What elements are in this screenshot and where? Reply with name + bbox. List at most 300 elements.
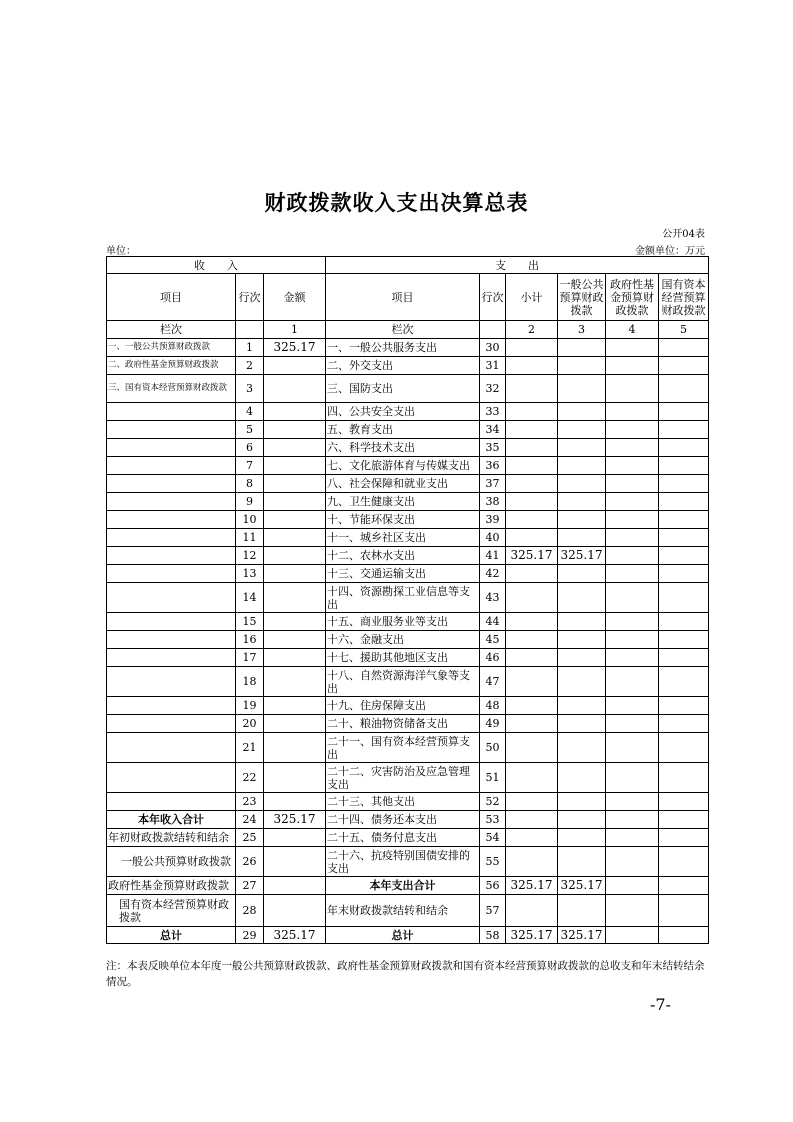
state-capital-cell: [659, 895, 709, 927]
subtotal-cell: [506, 565, 558, 583]
income-item-cell: 三、国有资本经营预算财政拨款: [107, 375, 236, 403]
income-line-cell: 7: [236, 457, 264, 475]
income-line-cell: 2: [236, 357, 264, 375]
expense-line-cell: 53: [480, 811, 506, 829]
table-row: [107, 877, 709, 895]
income-amount-cell: 325.17: [264, 339, 326, 357]
table-row: [107, 763, 709, 793]
footnote: 注：本表反映单位本年度一般公共预算财政拨款、政府性基金预算财政拨款和国有资本经营预算财政拨款的总收支和年末结转结余情况。: [106, 960, 705, 988]
income-line-cell: 16: [236, 631, 264, 649]
expense-item-cell: 二十一、国有资本经营预算支出: [326, 733, 480, 763]
income-item-cell: [107, 613, 236, 631]
expense-line-cell: 51: [480, 763, 506, 793]
income-line-cell: 21: [236, 733, 264, 763]
subtotal-cell: [506, 811, 558, 829]
gov-fund-cell: [606, 475, 659, 493]
subtotal-cell: [506, 421, 558, 439]
income-item-cell: [107, 493, 236, 511]
table-row: [107, 715, 709, 733]
state-capital-header: 国有资本经营预算财政拨款: [659, 274, 709, 321]
table-row: [107, 475, 709, 493]
general-budget-cell: [558, 475, 606, 493]
subtotal-cell: [506, 667, 558, 697]
expense-line-header: 行次: [480, 274, 506, 321]
income-line-cell: 26: [236, 847, 264, 877]
gov-fund-cell: [606, 697, 659, 715]
income-amount-cell: 325.17: [264, 811, 326, 829]
general-budget-cell: [558, 697, 606, 715]
income-item-cell: [107, 547, 236, 565]
income-amount-cell: [264, 375, 326, 403]
income-amount-cell: [264, 565, 326, 583]
income-amount-cell: [264, 421, 326, 439]
state-capital-cell: [659, 457, 709, 475]
expense-item-cell: 二十、粮油物资储备支出: [326, 715, 480, 733]
state-capital-cell: [659, 829, 709, 847]
state-capital-cell: [659, 613, 709, 631]
table-row: [107, 547, 709, 565]
general-budget-cell: [558, 339, 606, 357]
income-header: 收 入: [107, 257, 326, 274]
table-row: [107, 667, 709, 697]
subtotal-cell: [506, 529, 558, 547]
gov-fund-cell: [606, 613, 659, 631]
gov-fund-cell: [606, 847, 659, 877]
general-budget-cell: [558, 493, 606, 511]
income-line-cell: 1: [236, 339, 264, 357]
subtotal-cell: [506, 715, 558, 733]
subtotal-cell: [506, 339, 558, 357]
expense-item-cell: 年末财政拨款结转和结余: [326, 895, 480, 927]
state-capital-cell: [659, 439, 709, 457]
gov-fund-cell: [606, 511, 659, 529]
subtotal-cell: 325.17: [506, 927, 558, 944]
general-budget-cell: [558, 357, 606, 375]
subtotal-cell: [506, 829, 558, 847]
table-row: [107, 733, 709, 763]
income-amount-cell: [264, 511, 326, 529]
col-2-label: 2: [506, 321, 558, 339]
expense-item-cell: 六、科学技术支出: [326, 439, 480, 457]
income-amount-cell: [264, 613, 326, 631]
gov-fund-cell: [606, 339, 659, 357]
subtotal-cell: [506, 439, 558, 457]
state-capital-cell: [659, 733, 709, 763]
general-budget-cell: [558, 457, 606, 475]
gov-fund-cell: [606, 547, 659, 565]
expense-item-cell: 本年支出合计: [326, 877, 480, 895]
income-line-cell: 15: [236, 613, 264, 631]
income-amount-cell: [264, 649, 326, 667]
general-budget-cell: [558, 583, 606, 613]
income-line-cell: 24: [236, 811, 264, 829]
expense-item-cell: 二十四、债务还本支出: [326, 811, 480, 829]
page-number: -7-: [650, 995, 671, 1014]
state-capital-cell: [659, 339, 709, 357]
general-budget-cell: 325.17: [558, 927, 606, 944]
expense-line-cell: 36: [480, 457, 506, 475]
state-capital-cell: [659, 697, 709, 715]
income-item-cell: [107, 403, 236, 421]
subtotal-cell: [506, 895, 558, 927]
subtotal-cell: [506, 357, 558, 375]
general-budget-cell: [558, 847, 606, 877]
income-amount-cell: [264, 631, 326, 649]
state-capital-cell: [659, 631, 709, 649]
expense-line-cell: 35: [480, 439, 506, 457]
gov-fund-header: 政府性基金预算财政拨款: [606, 274, 659, 321]
state-capital-cell: [659, 927, 709, 944]
income-item-cell: [107, 763, 236, 793]
table-row: [107, 649, 709, 667]
subtotal-cell: [506, 613, 558, 631]
income-item-cell: [107, 697, 236, 715]
table-row: [107, 457, 709, 475]
expense-item-cell: 二十六、抗疫特别国债安排的支出: [326, 847, 480, 877]
income-item-cell: 二、政府性基金预算财政拨款: [107, 357, 236, 375]
subtotal-cell: 325.17: [506, 547, 558, 565]
expense-item-cell: 二十三、其他支出: [326, 793, 480, 811]
state-capital-cell: [659, 375, 709, 403]
gov-fund-cell: [606, 357, 659, 375]
income-item-cell: 年初财政拨款结转和结余: [107, 829, 236, 847]
income-item-cell: [107, 733, 236, 763]
expense-item-cell: 总计: [326, 927, 480, 944]
gov-fund-cell: [606, 583, 659, 613]
table-row: [107, 511, 709, 529]
expense-line-cell: 30: [480, 339, 506, 357]
income-amount-cell: [264, 715, 326, 733]
income-item-cell: [107, 649, 236, 667]
state-capital-cell: [659, 475, 709, 493]
expense-line-cell: 42: [480, 565, 506, 583]
income-line-cell: 23: [236, 793, 264, 811]
table-row: [107, 421, 709, 439]
general-budget-cell: [558, 895, 606, 927]
income-amount-cell: [264, 457, 326, 475]
income-line-cell: 28: [236, 895, 264, 927]
subtotal-header: 小计: [506, 274, 558, 321]
subtotal-cell: [506, 733, 558, 763]
gov-fund-cell: [606, 375, 659, 403]
gov-fund-cell: [606, 667, 659, 697]
general-budget-cell: [558, 715, 606, 733]
gov-fund-cell: [606, 439, 659, 457]
income-item-cell: [107, 583, 236, 613]
expense-item-cell: 九、卫生健康支出: [326, 493, 480, 511]
subtotal-cell: [506, 583, 558, 613]
expense-item-cell: 十七、援助其他地区支出: [326, 649, 480, 667]
income-line-cell: 17: [236, 649, 264, 667]
expense-item-header: 项目: [326, 274, 480, 321]
expense-line-cell: 58: [480, 927, 506, 944]
table-row: [107, 357, 709, 375]
gov-fund-cell: [606, 877, 659, 895]
subtotal-cell: [506, 511, 558, 529]
income-line-cell: 9: [236, 493, 264, 511]
subtotal-cell: [506, 493, 558, 511]
subtotal-cell: [506, 697, 558, 715]
income-item-cell: [107, 475, 236, 493]
table-row: [107, 565, 709, 583]
income-amount-cell: [264, 895, 326, 927]
income-line-cell: 18: [236, 667, 264, 697]
subtotal-cell: [506, 475, 558, 493]
expense-item-cell: 二十二、灾害防治及应急管理支出: [326, 763, 480, 793]
expense-line-cell: 40: [480, 529, 506, 547]
state-capital-cell: [659, 529, 709, 547]
expense-column-label: 栏次: [326, 321, 480, 339]
state-capital-cell: [659, 811, 709, 829]
general-budget-cell: [558, 631, 606, 649]
general-budget-cell: 325.17: [558, 547, 606, 565]
table-row: [107, 927, 709, 944]
income-item-cell: [107, 793, 236, 811]
table-row: [107, 811, 709, 829]
income-line-cell: 27: [236, 877, 264, 895]
general-budget-cell: [558, 733, 606, 763]
state-capital-cell: [659, 847, 709, 877]
expense-item-cell: 十九、住房保障支出: [326, 697, 480, 715]
general-budget-cell: [558, 793, 606, 811]
income-line-cell: 6: [236, 439, 264, 457]
amount-unit-label: 金额单位：万元: [635, 246, 705, 257]
state-capital-cell: [659, 583, 709, 613]
expense-line-cell: 49: [480, 715, 506, 733]
income-amount-cell: [264, 733, 326, 763]
subtotal-cell: [506, 403, 558, 421]
gov-fund-cell: [606, 529, 659, 547]
expense-line-cell: 31: [480, 357, 506, 375]
general-budget-cell: [558, 829, 606, 847]
income-item-cell: [107, 631, 236, 649]
expense-item-cell: 十八、自然资源海洋气象等支出: [326, 667, 480, 697]
col-4-label: 4: [606, 321, 659, 339]
income-item-cell: [107, 457, 236, 475]
general-budget-cell: [558, 403, 606, 421]
gov-fund-cell: [606, 715, 659, 733]
income-amount-cell: [264, 763, 326, 793]
table-row: [107, 847, 709, 877]
income-line-cell: 3: [236, 375, 264, 403]
expense-line-cell: 56: [480, 877, 506, 895]
gov-fund-cell: [606, 763, 659, 793]
table-row: [107, 631, 709, 649]
expense-line-cell: 32: [480, 375, 506, 403]
income-item-cell: 总计: [107, 927, 236, 944]
income-item-cell: 政府性基金预算财政拨款: [107, 877, 236, 895]
table-row: [107, 403, 709, 421]
expense-item-cell: 十六、金融支出: [326, 631, 480, 649]
unit-label: 单位：: [106, 246, 136, 257]
general-budget-cell: 325.17: [558, 877, 606, 895]
income-column-label: 栏次: [107, 321, 236, 339]
expense-line-cell: 48: [480, 697, 506, 715]
state-capital-cell: [659, 793, 709, 811]
state-capital-cell: [659, 493, 709, 511]
table-row: [107, 697, 709, 715]
expense-line-cell: 57: [480, 895, 506, 927]
gov-fund-cell: [606, 457, 659, 475]
income-amount-cell: [264, 697, 326, 715]
expense-item-cell: 十三、交通运输支出: [326, 565, 480, 583]
expense-line-cell: 38: [480, 493, 506, 511]
expense-line-cell: 44: [480, 613, 506, 631]
state-capital-cell: [659, 547, 709, 565]
expense-item-cell: 四、公共安全支出: [326, 403, 480, 421]
state-capital-cell: [659, 511, 709, 529]
expense-line-cell: 45: [480, 631, 506, 649]
income-amount-cell: [264, 403, 326, 421]
general-budget-cell: [558, 439, 606, 457]
income-line-cell: 20: [236, 715, 264, 733]
gov-fund-cell: [606, 895, 659, 927]
subtotal-cell: [506, 649, 558, 667]
income-item-cell: [107, 511, 236, 529]
gov-fund-cell: [606, 829, 659, 847]
income-item-cell: 国有资本经营预算财政拨款: [107, 895, 236, 927]
income-amount-cell: [264, 847, 326, 877]
expense-item-cell: 十四、资源勘探工业信息等支出: [326, 583, 480, 613]
table-row: [107, 493, 709, 511]
expense-item-cell: 二、外交支出: [326, 357, 480, 375]
general-budget-cell: [558, 375, 606, 403]
income-item-cell: [107, 439, 236, 457]
income-line-cell: 10: [236, 511, 264, 529]
gov-fund-cell: [606, 493, 659, 511]
general-budget-cell: [558, 565, 606, 583]
expense-line-cell: 37: [480, 475, 506, 493]
income-amount-cell: [264, 829, 326, 847]
state-capital-cell: [659, 715, 709, 733]
gov-fund-cell: [606, 793, 659, 811]
expense-item-cell: 三、国防支出: [326, 375, 480, 403]
subtotal-cell: [506, 763, 558, 793]
income-item-cell: 一般公共预算财政拨款: [107, 847, 236, 877]
state-capital-cell: [659, 877, 709, 895]
expense-item-cell: 十一、城乡社区支出: [326, 529, 480, 547]
income-line-cell: 14: [236, 583, 264, 613]
col-1-label: 1: [264, 321, 326, 339]
subtotal-cell: [506, 457, 558, 475]
income-amount-cell: [264, 529, 326, 547]
income-line-cell: 8: [236, 475, 264, 493]
expense-item-cell: 七、文化旅游体育与传媒支出: [326, 457, 480, 475]
expense-item-cell: 十二、农林水支出: [326, 547, 480, 565]
income-amount-header: 金额: [264, 274, 326, 321]
income-item-cell: 一、一般公共预算财政拨款: [107, 339, 236, 357]
expense-item-cell: 二十五、债务付息支出: [326, 829, 480, 847]
gov-fund-cell: [606, 421, 659, 439]
table-row: [107, 895, 709, 927]
income-amount-cell: [264, 493, 326, 511]
subtotal-cell: [506, 631, 558, 649]
gov-fund-cell: [606, 565, 659, 583]
income-line-header: 行次: [236, 274, 264, 321]
state-capital-cell: [659, 403, 709, 421]
income-amount-cell: [264, 357, 326, 375]
form-number: 公开04表: [662, 229, 705, 240]
expense-item-cell: 十五、商业服务业等支出: [326, 613, 480, 631]
gov-fund-cell: [606, 811, 659, 829]
income-amount-cell: [264, 877, 326, 895]
income-item-cell: [107, 421, 236, 439]
table-row: [107, 339, 709, 357]
general-budget-header: 一般公共预算财政拨款: [558, 274, 606, 321]
expense-header: 支 出: [326, 257, 709, 274]
table-row: [107, 439, 709, 457]
income-amount-cell: [264, 475, 326, 493]
table-row: [107, 529, 709, 547]
expense-line-cell: 39: [480, 511, 506, 529]
table-row: [107, 829, 709, 847]
col-5-label: 5: [659, 321, 709, 339]
income-line-cell: 19: [236, 697, 264, 715]
expense-line-cell: 55: [480, 847, 506, 877]
income-item-cell: [107, 715, 236, 733]
income-line-cell: 12: [236, 547, 264, 565]
general-budget-cell: [558, 667, 606, 697]
general-budget-cell: [558, 613, 606, 631]
expense-line-cell: 43: [480, 583, 506, 613]
state-capital-cell: [659, 763, 709, 793]
state-capital-cell: [659, 421, 709, 439]
general-budget-cell: [558, 811, 606, 829]
general-budget-cell: [558, 529, 606, 547]
state-capital-cell: [659, 667, 709, 697]
income-item-cell: 本年收入合计: [107, 811, 236, 829]
col-3-label: 3: [558, 321, 606, 339]
gov-fund-cell: [606, 631, 659, 649]
state-capital-cell: [659, 565, 709, 583]
income-item-cell: [107, 565, 236, 583]
income-line-cell: 25: [236, 829, 264, 847]
expense-line-cell: 46: [480, 649, 506, 667]
general-budget-cell: [558, 649, 606, 667]
income-line-cell: 5: [236, 421, 264, 439]
general-budget-cell: [558, 763, 606, 793]
subtotal-cell: [506, 375, 558, 403]
expense-line-cell: 34: [480, 421, 506, 439]
expense-item-cell: 五、教育支出: [326, 421, 480, 439]
expense-line-cell: 47: [480, 667, 506, 697]
income-item-header: 项目: [107, 274, 236, 321]
table-row: [107, 613, 709, 631]
expense-line-cell: 54: [480, 829, 506, 847]
state-capital-cell: [659, 357, 709, 375]
income-line-cell: 11: [236, 529, 264, 547]
state-capital-cell: [659, 649, 709, 667]
expense-line-cell: 33: [480, 403, 506, 421]
income-item-cell: [107, 667, 236, 697]
subtotal-cell: [506, 793, 558, 811]
subtotal-cell: 325.17: [506, 877, 558, 895]
income-line-cell: 13: [236, 565, 264, 583]
page-title: 财政拨款收入支出决算总表: [264, 191, 529, 215]
expense-line-cell: 52: [480, 793, 506, 811]
general-budget-cell: [558, 511, 606, 529]
budget-summary-table: [106, 256, 709, 944]
gov-fund-cell: [606, 403, 659, 421]
income-line-cell: 22: [236, 763, 264, 793]
table-row: [107, 583, 709, 613]
income-amount-cell: [264, 583, 326, 613]
income-line-cell: 29: [236, 927, 264, 944]
expense-line-cell: 41: [480, 547, 506, 565]
income-item-cell: [107, 529, 236, 547]
gov-fund-cell: [606, 649, 659, 667]
income-amount-cell: 325.17: [264, 927, 326, 944]
